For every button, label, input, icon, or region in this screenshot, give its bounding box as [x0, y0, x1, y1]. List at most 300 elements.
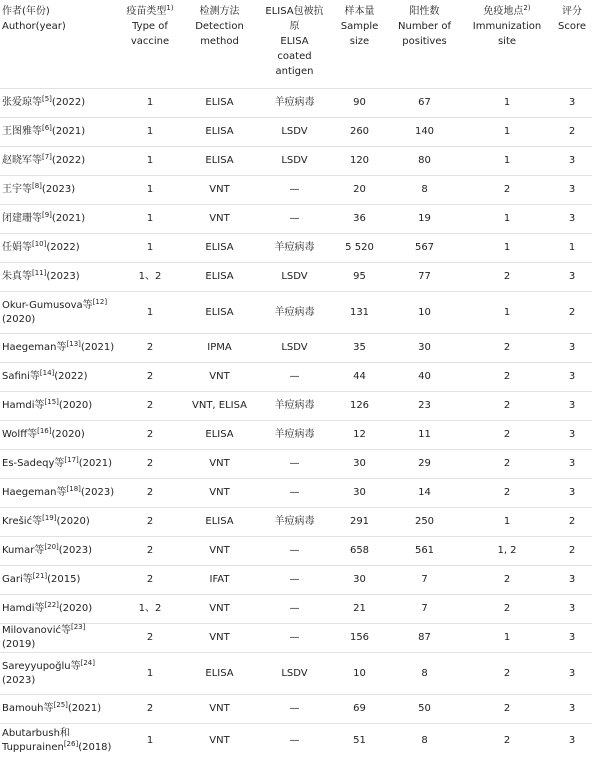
cell-vaccine: 2 — [118, 421, 182, 450]
footnote-marker: 2) — [523, 4, 531, 12]
cell-antigen: 羊痘病毒 — [257, 508, 332, 537]
header-antigen-cn-2: 原 — [289, 21, 300, 32]
cell-score: 3 — [552, 653, 592, 695]
cell-method: ELISA — [182, 421, 257, 450]
cell-sample: 21 — [332, 595, 387, 624]
cell-score: 3 — [552, 147, 592, 176]
author-year: (2020) — [56, 516, 90, 527]
reference-marker: [9] — [42, 211, 52, 219]
header-vaccine-cn-text: 疫苗类型 — [126, 6, 167, 17]
author-year: (2020) — [51, 429, 85, 440]
header-positives-en-1: Number of — [398, 21, 451, 32]
cell-score: 3 — [552, 695, 592, 724]
author-name: 赵晓军等 — [2, 155, 42, 166]
author-name: Kumar等 — [2, 545, 45, 556]
cell-vaccine: 1 — [146, 735, 154, 746]
cell-positives: 8 — [387, 176, 462, 205]
cell-method: VNT — [182, 537, 257, 566]
author-name: 王图雅等 — [2, 126, 42, 137]
cell-method: ELISA — [182, 263, 257, 292]
cell-author — [0, 205, 118, 234]
reference-marker: [21] — [32, 572, 48, 580]
cell-vaccine: 2 — [118, 450, 182, 479]
author-year: (2020) — [2, 313, 36, 325]
author-year: (2020) — [58, 603, 93, 614]
cell-author — [0, 392, 118, 421]
header-method-en-1: Detection — [195, 21, 244, 32]
author-name: 张爱琼等 — [2, 97, 42, 108]
cell-vaccine: 1 — [118, 292, 182, 334]
header-sample-en-2: size — [349, 36, 370, 47]
author-year: (2021) — [78, 458, 113, 469]
reference-marker: [26] — [63, 740, 79, 748]
author-year: (2023) — [58, 545, 93, 556]
cell-score: 3 — [552, 450, 592, 479]
cell-score: 3 — [552, 263, 592, 292]
cell-author — [0, 118, 118, 147]
cell-site: 2 — [462, 263, 552, 292]
cell-vaccine: 2 — [118, 392, 182, 421]
cell-vaccine: 2 — [118, 479, 182, 508]
table-row — [0, 566, 592, 595]
cell-score: 3 — [552, 595, 592, 624]
cell-site: 1 — [462, 624, 552, 653]
table-row — [0, 334, 592, 363]
cell-method: ELISA — [182, 89, 257, 118]
cell-method: ELISA — [182, 653, 257, 695]
cell-author — [0, 234, 118, 263]
reference-marker: [13] — [66, 340, 81, 348]
cell-positives: 77 — [387, 263, 462, 292]
cell-site: 2 — [462, 421, 552, 450]
reference-marker: [23] — [71, 623, 86, 631]
cell-method: VNT — [182, 450, 257, 479]
cell-author — [0, 263, 118, 292]
cell-author — [0, 595, 118, 624]
cell-method: VNT — [182, 205, 257, 234]
reference-marker: [25] — [53, 701, 68, 709]
author-year: (2022) — [54, 371, 88, 382]
header-site-en-2: site — [497, 36, 517, 47]
cell-score: 2 — [552, 508, 592, 537]
cell-antigen: — — [257, 205, 332, 234]
cell-site: 2 — [462, 595, 552, 624]
cell-sample: 156 — [332, 624, 387, 653]
cell-antigen: — — [257, 363, 332, 392]
author-name: 闭建珊等 — [2, 213, 42, 224]
cell-vaccine: 2 — [118, 508, 182, 537]
cell-site: 1, 2 — [462, 537, 552, 566]
cell-sample: 658 — [332, 537, 387, 566]
cell-method: ELISA — [182, 147, 257, 176]
header-antigen-en-2: coated — [277, 51, 312, 62]
cell-author — [0, 363, 118, 392]
cell-site: 1 — [462, 508, 552, 537]
cell-author — [0, 508, 118, 537]
cell-vaccine: 1 — [118, 653, 182, 695]
cell-score: 3 — [552, 363, 592, 392]
author-year: (2020) — [58, 400, 93, 411]
cell-positives: 30 — [387, 334, 462, 363]
cell-author — [0, 147, 118, 176]
cell-vaccine: 1 — [118, 205, 182, 234]
cell-positives: 80 — [387, 147, 462, 176]
author-name: Safini等 — [2, 371, 40, 382]
cell-score: 3 — [552, 334, 592, 363]
table-row — [0, 653, 592, 695]
cell-score: 3 — [552, 205, 592, 234]
table-row — [0, 479, 592, 508]
cell-score: 3 — [552, 566, 592, 595]
table-row — [0, 147, 592, 176]
cell-author — [0, 537, 118, 566]
cell-positives: 7 — [387, 595, 462, 624]
cell-antigen: — — [257, 450, 332, 479]
cell-positives: 250 — [387, 508, 462, 537]
reference-marker: [12] — [92, 297, 108, 306]
cell-author — [0, 479, 118, 508]
cell-site: 2 — [462, 566, 552, 595]
author-name: Milovanović等 — [2, 625, 71, 636]
cell-site: 1 — [462, 292, 552, 334]
cell-sample: 35 — [332, 334, 387, 363]
cell-positives: 40 — [387, 363, 462, 392]
table-row — [0, 363, 592, 392]
cell-author — [0, 624, 118, 653]
cell-sample: 95 — [332, 263, 387, 292]
author-year: (2021) — [51, 213, 86, 224]
cell-antigen: LSDV — [257, 118, 332, 147]
cell-positives: 14 — [387, 479, 462, 508]
table-row — [0, 392, 592, 421]
cell-antigen: — — [257, 479, 332, 508]
cell-antigen: — — [257, 624, 332, 653]
cell-antigen: — — [257, 695, 332, 724]
author-name: Hamdi等 — [2, 603, 45, 614]
header-antigen-cn-1: ELISA包被抗 — [265, 6, 324, 17]
cell-sample: 30 — [332, 450, 387, 479]
author-name: Sareyyupoğlu等 — [2, 660, 81, 672]
cell-vaccine: 1 — [118, 118, 182, 147]
cell-sample: 120 — [332, 147, 387, 176]
cell-positives: 561 — [387, 537, 462, 566]
cell-site: 2 — [462, 392, 552, 421]
author-year: (2021) — [67, 703, 102, 714]
table-row — [0, 724, 592, 759]
cell-author — [0, 724, 118, 759]
cell-antigen: 羊痘病毒 — [257, 392, 332, 421]
cell-positives: 7 — [387, 566, 462, 595]
cell-positives: 10 — [387, 292, 462, 334]
cell-positives: 87 — [387, 624, 462, 653]
table-row — [0, 624, 592, 653]
cell-score: 3 — [552, 479, 592, 508]
cell-antigen: LSDV — [257, 263, 332, 292]
cell-vaccine: 1、2 — [118, 595, 182, 624]
cell-score: 3 — [568, 735, 576, 746]
author-name: Haegeman等 — [2, 342, 67, 353]
reference-marker: [5] — [42, 95, 52, 103]
cell-site: 2 — [503, 735, 511, 746]
header-sample-en-1: Sample — [340, 21, 379, 32]
reference-marker: [20] — [44, 543, 59, 551]
cell-score: 2 — [552, 118, 592, 147]
author-year: (2018) — [78, 742, 112, 753]
cell-author — [0, 421, 118, 450]
cell-site: 1 — [462, 147, 552, 176]
header-author — [0, 0, 118, 89]
cell-positives: 23 — [387, 392, 462, 421]
author-year: (2015) — [47, 574, 81, 585]
cell-method: ELISA — [182, 292, 257, 334]
header-sample-cn: 样本量 — [344, 6, 375, 17]
cell-score: 3 — [552, 421, 592, 450]
author-year: (2023) — [80, 487, 115, 498]
cell-positives: 8 — [387, 653, 462, 695]
author-year: (2023) — [2, 674, 36, 686]
cell-vaccine: 2 — [118, 363, 182, 392]
author-name: 朱真等 — [2, 271, 32, 282]
author-year: (2022) — [46, 242, 80, 253]
cell-site: 2 — [462, 176, 552, 205]
author-name: 王宇等 — [2, 184, 32, 195]
reference-marker: [11] — [32, 269, 47, 277]
author-name: Es-Sadeqy等 — [2, 458, 65, 469]
cell-antigen: LSDV — [257, 334, 332, 363]
author-year: (2022) — [51, 97, 86, 108]
cell-sample: 260 — [332, 118, 387, 147]
cell-positives: 67 — [387, 89, 462, 118]
cell-method: VNT — [182, 624, 257, 653]
header-positives-en-2: positives — [402, 36, 447, 47]
reference-marker: [16] — [37, 427, 52, 435]
cell-site: 2 — [462, 334, 552, 363]
cell-author — [0, 450, 118, 479]
cell-antigen: 羊痘病毒 — [257, 292, 332, 334]
header-positives-cn: 阳性数 — [409, 6, 440, 17]
cell-antigen: — — [257, 595, 332, 624]
author-name: Abutarbush和Tuppurainen — [2, 728, 70, 753]
cell-author — [0, 89, 118, 118]
reference-marker: [6] — [42, 124, 52, 132]
cell-vaccine: 2 — [118, 624, 182, 653]
cell-vaccine: 2 — [118, 566, 182, 595]
header-method — [182, 0, 257, 89]
cell-method: IFAT — [182, 566, 257, 595]
table-row — [0, 537, 592, 566]
author-name: Haegeman等 — [2, 487, 67, 498]
cell-score: 3 — [552, 624, 592, 653]
cell-site: 2 — [462, 695, 552, 724]
cell-vaccine: 1 — [118, 147, 182, 176]
reference-marker: [10] — [32, 240, 47, 248]
reference-marker: [24] — [80, 658, 95, 667]
reference-marker: [14] — [39, 369, 55, 377]
table-row — [0, 263, 592, 292]
cell-method: VNT — [182, 695, 257, 724]
header-vaccine — [118, 0, 182, 89]
cell-score: 3 — [552, 89, 592, 118]
header-author-en: Author(year) — [2, 21, 66, 32]
cell-vaccine: 2 — [118, 695, 182, 724]
header-antigen-en-3: antigen — [275, 66, 314, 77]
author-name: Wolff等 — [2, 429, 38, 440]
header-score — [552, 0, 592, 89]
cell-sample: 126 — [332, 392, 387, 421]
cell-method: VNT — [182, 595, 257, 624]
table-row — [0, 292, 592, 334]
cell-positives: 50 — [387, 695, 462, 724]
header-antigen — [257, 0, 332, 89]
cell-positives: 11 — [387, 421, 462, 450]
cell-score: 2 — [552, 537, 592, 566]
cell-antigen: 羊痘病毒 — [257, 421, 332, 450]
cell-author — [0, 292, 118, 334]
header-method-en-2: method — [200, 36, 239, 47]
cell-sample: 20 — [332, 176, 387, 205]
cell-site: 2 — [462, 363, 552, 392]
author-name: 任娟等 — [2, 242, 32, 253]
cell-score: 2 — [552, 292, 592, 334]
cell-antigen: 羊痘病毒 — [257, 89, 332, 118]
table-row — [0, 118, 592, 147]
table-row — [0, 176, 592, 205]
cell-sample: 30 — [332, 566, 387, 595]
table-row — [0, 89, 592, 118]
cell-method: VNT, ELISA — [182, 392, 257, 421]
reference-marker: [17] — [64, 456, 79, 464]
cell-site: 2 — [462, 653, 552, 695]
cell-sample: 30 — [332, 479, 387, 508]
reference-marker: [19] — [42, 514, 57, 522]
cell-method: ELISA — [182, 234, 257, 263]
cell-author — [0, 695, 118, 724]
header-vaccine-en-2: vaccine — [130, 36, 170, 47]
table-row — [0, 695, 592, 724]
reference-marker: [7] — [42, 153, 52, 161]
cell-vaccine: 1 — [118, 89, 182, 118]
cell-vaccine: 1 — [118, 176, 182, 205]
author-name: Bamouh等 — [2, 703, 54, 714]
author-year: (2023) — [41, 184, 76, 195]
cell-method: VNT — [182, 176, 257, 205]
cell-sample: 44 — [332, 363, 387, 392]
cell-antigen: LSDV — [257, 653, 332, 695]
author-name: Okur-Gumusova等 — [2, 299, 93, 311]
cell-sample: 51 — [353, 735, 366, 746]
footnote-marker: 1) — [166, 4, 174, 12]
cell-sample: 131 — [332, 292, 387, 334]
cell-positives: 567 — [387, 234, 462, 263]
cell-antigen: 羊痘病毒 — [257, 234, 332, 263]
reference-marker: [15] — [44, 398, 59, 406]
author-name: Hamdi等 — [2, 400, 45, 411]
cell-sample: 36 — [332, 205, 387, 234]
reference-marker: [8] — [32, 182, 42, 190]
cell-sample: 69 — [332, 695, 387, 724]
cell-sample: 10 — [332, 653, 387, 695]
cell-score: 3 — [552, 392, 592, 421]
cell-method: ELISA — [182, 508, 257, 537]
reference-marker: [18] — [66, 485, 81, 493]
cell-author — [0, 176, 118, 205]
cell-author — [0, 653, 118, 695]
cell-positives: 19 — [387, 205, 462, 234]
cell-score: 1 — [552, 234, 592, 263]
cell-sample: 90 — [332, 89, 387, 118]
cell-antigen: LSDV — [257, 147, 332, 176]
header-site-en-1: Immunization — [472, 21, 542, 32]
table-row — [0, 595, 592, 624]
cell-antigen: — — [289, 735, 300, 746]
cell-vaccine: 1、2 — [118, 263, 182, 292]
header-score-cn: 评分 — [562, 6, 582, 17]
cell-positives: 140 — [387, 118, 462, 147]
cell-method: ELISA — [182, 118, 257, 147]
header-score-en: Score — [557, 21, 586, 32]
header-site-cn — [462, 4, 552, 19]
header-site — [462, 0, 552, 89]
author-year: (2023) — [46, 271, 80, 282]
header-positives — [387, 0, 462, 89]
author-year: (2019) — [2, 639, 36, 650]
author-name: Krešić等 — [2, 516, 43, 527]
cell-site: 1 — [462, 234, 552, 263]
cell-method: VNT — [182, 363, 257, 392]
cell-method: VNT — [182, 479, 257, 508]
cell-site: 1 — [462, 89, 552, 118]
cell-positives: 29 — [387, 450, 462, 479]
table-row — [0, 205, 592, 234]
table-row — [0, 508, 592, 537]
cell-vaccine: 1 — [118, 234, 182, 263]
cell-sample: 291 — [332, 508, 387, 537]
cell-site: 1 — [462, 118, 552, 147]
cell-sample: 5 520 — [332, 234, 387, 263]
author-year: (2021) — [80, 342, 115, 353]
table-header — [0, 0, 592, 89]
cell-positives: 8 — [421, 735, 428, 746]
table-row — [0, 450, 592, 479]
header-method-cn: 检测方法 — [199, 6, 240, 17]
header-vaccine-cn — [118, 4, 182, 19]
cell-score: 3 — [552, 176, 592, 205]
header-site-cn-text: 免疫地点 — [483, 6, 524, 17]
cell-author — [0, 334, 118, 363]
header-author-cn: 作者(年份) — [2, 6, 50, 17]
cell-antigen: — — [257, 537, 332, 566]
cell-author — [0, 566, 118, 595]
cell-method: IPMA — [182, 334, 257, 363]
author-year: (2022) — [51, 155, 86, 166]
table-body — [0, 89, 592, 759]
author-year: (2021) — [51, 126, 86, 137]
cell-antigen: — — [257, 566, 332, 595]
table-row — [0, 421, 592, 450]
table-row — [0, 234, 592, 263]
header-vaccine-en-1: Type of — [132, 21, 168, 32]
cell-method: VNT — [209, 735, 230, 746]
cell-vaccine: 2 — [118, 537, 182, 566]
cell-site: 2 — [462, 450, 552, 479]
header-sample — [332, 0, 387, 89]
cell-sample: 12 — [332, 421, 387, 450]
author-name: Gari等 — [2, 574, 33, 585]
cell-vaccine: 2 — [118, 334, 182, 363]
cell-site: 1 — [462, 205, 552, 234]
cell-site: 2 — [462, 479, 552, 508]
header-antigen-en-1: ELISA — [280, 36, 309, 47]
